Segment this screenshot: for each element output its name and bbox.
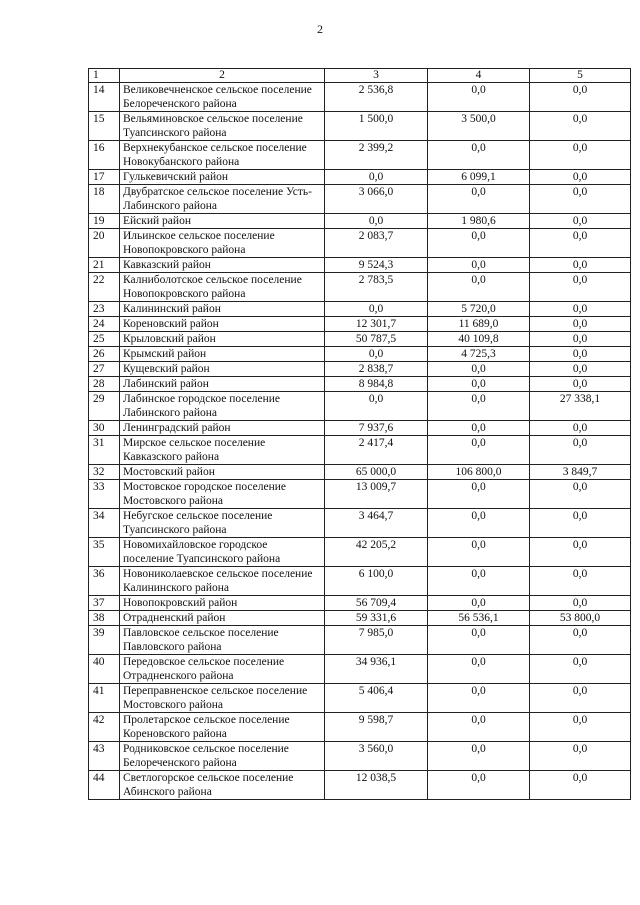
row-value-col-3: 2 536,8 [325, 83, 428, 112]
table-row [89, 141, 631, 170]
row-value-col-3: 12 301,7 [325, 317, 428, 332]
row-name: Кущевский район [120, 362, 325, 377]
row-value-col-5: 0,0 [530, 421, 631, 436]
row-value-col-4: 0,0 [428, 185, 530, 214]
row-value-col-3: 34 936,1 [325, 655, 428, 684]
row-number: 41 [89, 684, 120, 713]
table-row [89, 465, 631, 480]
row-value-col-4: 0,0 [428, 742, 530, 771]
row-value-col-5: 0,0 [530, 185, 631, 214]
row-name: Кореновский район [120, 317, 325, 332]
row-number: 44 [89, 771, 120, 800]
table-row [89, 273, 631, 302]
row-number: 17 [89, 170, 120, 185]
row-number: 22 [89, 273, 120, 302]
table-row [89, 684, 631, 713]
row-name: Двубратское сельское поселение Усть-Лабинского района [120, 185, 325, 214]
header-col-1: 1 [89, 69, 120, 83]
row-name: Новониколаевское сельское поселение Калининского района [120, 567, 325, 596]
row-value-col-5: 0,0 [530, 332, 631, 347]
row-value-col-4: 0,0 [428, 626, 530, 655]
table-row [89, 436, 631, 465]
row-value-col-5: 0,0 [530, 347, 631, 362]
table-row [89, 713, 631, 742]
row-value-col-4: 0,0 [428, 392, 530, 421]
row-value-col-3: 13 009,7 [325, 480, 428, 509]
table-row [89, 567, 631, 596]
row-number: 36 [89, 567, 120, 596]
row-value-col-5: 0,0 [530, 567, 631, 596]
row-name: Гулькевичский район [120, 170, 325, 185]
row-name: Небугское сельское поселение Туапсинского района [120, 509, 325, 538]
row-value-col-4: 0,0 [428, 771, 530, 800]
row-value-col-5: 0,0 [530, 170, 631, 185]
table-row [89, 377, 631, 392]
row-value-col-5: 0,0 [530, 377, 631, 392]
row-name: Верхнекубанское сельское поселение Новокубанского района [120, 141, 325, 170]
row-value-col-3: 1 500,0 [325, 112, 428, 141]
row-number: 29 [89, 392, 120, 421]
table-row [89, 538, 631, 567]
table-row [89, 317, 631, 332]
row-value-col-5: 0,0 [530, 480, 631, 509]
table-row [89, 771, 631, 800]
row-value-col-5: 53 800,0 [530, 611, 631, 626]
row-value-col-5: 0,0 [530, 655, 631, 684]
table-row [89, 185, 631, 214]
row-number: 19 [89, 214, 120, 229]
table-row [89, 421, 631, 436]
row-value-col-5: 0,0 [530, 302, 631, 317]
row-value-col-5: 0,0 [530, 538, 631, 567]
row-number: 33 [89, 480, 120, 509]
row-value-col-3: 2 399,2 [325, 141, 428, 170]
row-value-col-4: 0,0 [428, 684, 530, 713]
row-value-col-4: 0,0 [428, 596, 530, 611]
row-value-col-3: 3 464,7 [325, 509, 428, 538]
row-number: 24 [89, 317, 120, 332]
row-value-col-5: 0,0 [530, 273, 631, 302]
table-body [89, 69, 631, 800]
table-row [89, 626, 631, 655]
row-value-col-4: 3 500,0 [428, 112, 530, 141]
row-name: Отрадненский район [120, 611, 325, 626]
header-col-4: 4 [428, 69, 530, 83]
table-row [89, 596, 631, 611]
row-name: Мирское сельское поселение Кавказского района [120, 436, 325, 465]
row-value-col-3: 3 560,0 [325, 742, 428, 771]
row-value-col-3: 12 038,5 [325, 771, 428, 800]
row-value-col-5: 0,0 [530, 214, 631, 229]
row-number: 39 [89, 626, 120, 655]
row-number: 32 [89, 465, 120, 480]
table-row [89, 258, 631, 273]
row-number: 14 [89, 83, 120, 112]
row-name: Вельяминовское сельское поселение Туапсинского района [120, 112, 325, 141]
row-name: Ейский район [120, 214, 325, 229]
row-value-col-3: 2 417,4 [325, 436, 428, 465]
row-value-col-5: 0,0 [530, 684, 631, 713]
row-value-col-4: 56 536,1 [428, 611, 530, 626]
row-name: Мостовское городское поселение Мостовского района [120, 480, 325, 509]
row-value-col-3: 3 066,0 [325, 185, 428, 214]
row-value-col-3: 9 598,7 [325, 713, 428, 742]
row-number: 16 [89, 141, 120, 170]
header-col-2: 2 [120, 69, 325, 83]
table-row [89, 112, 631, 141]
table-row [89, 392, 631, 421]
row-value-col-5: 0,0 [530, 436, 631, 465]
row-value-col-3: 7 937,6 [325, 421, 428, 436]
row-value-col-3: 56 709,4 [325, 596, 428, 611]
row-value-col-5: 0,0 [530, 141, 631, 170]
allocation-table [88, 68, 631, 800]
row-value-col-5: 0,0 [530, 229, 631, 258]
row-value-col-5: 0,0 [530, 626, 631, 655]
row-value-col-4: 5 720,0 [428, 302, 530, 317]
table-row [89, 229, 631, 258]
row-value-col-4: 4 725,3 [428, 347, 530, 362]
row-number: 34 [89, 509, 120, 538]
row-value-col-3: 7 985,0 [325, 626, 428, 655]
header-col-3: 3 [325, 69, 428, 83]
row-value-col-4: 6 099,1 [428, 170, 530, 185]
row-value-col-4: 0,0 [428, 436, 530, 465]
row-value-col-3: 6 100,0 [325, 567, 428, 596]
row-value-col-4: 0,0 [428, 141, 530, 170]
table-row [89, 347, 631, 362]
row-number: 40 [89, 655, 120, 684]
row-value-col-5: 3 849,7 [530, 465, 631, 480]
row-name: Ленинградский район [120, 421, 325, 436]
row-number: 31 [89, 436, 120, 465]
row-value-col-5: 0,0 [530, 742, 631, 771]
row-value-col-4: 106 800,0 [428, 465, 530, 480]
row-value-col-3: 42 205,2 [325, 538, 428, 567]
row-number: 20 [89, 229, 120, 258]
row-number: 27 [89, 362, 120, 377]
row-value-col-3: 59 331,6 [325, 611, 428, 626]
row-number: 23 [89, 302, 120, 317]
table-row [89, 332, 631, 347]
row-name: Родниковское сельское поселение Белореченского района [120, 742, 325, 771]
table-row [89, 655, 631, 684]
row-value-col-5: 27 338,1 [530, 392, 631, 421]
row-number: 42 [89, 713, 120, 742]
row-value-col-3: 5 406,4 [325, 684, 428, 713]
row-number: 21 [89, 258, 120, 273]
row-name: Калининский район [120, 302, 325, 317]
row-value-col-3: 0,0 [325, 347, 428, 362]
row-number: 37 [89, 596, 120, 611]
row-name: Новомихайловское городское поселение Туапсинского района [120, 538, 325, 567]
row-name: Павловское сельское поселение Павловского района [120, 626, 325, 655]
row-value-col-4: 0,0 [428, 421, 530, 436]
row-value-col-4: 0,0 [428, 377, 530, 392]
row-number: 15 [89, 112, 120, 141]
row-name: Мостовский район [120, 465, 325, 480]
row-name: Лабинское городское поселение Лабинского района [120, 392, 325, 421]
table-row [89, 742, 631, 771]
row-number: 25 [89, 332, 120, 347]
row-value-col-3: 9 524,3 [325, 258, 428, 273]
row-name: Великовечненское сельское поселение Белореченского района [120, 83, 325, 112]
row-name: Передовское сельское поселение Отрадненского района [120, 655, 325, 684]
header-col-5: 5 [530, 69, 631, 83]
row-name: Пролетарское сельское поселение Кореновского района [120, 713, 325, 742]
row-number: 26 [89, 347, 120, 362]
row-value-col-5: 0,0 [530, 258, 631, 273]
table-row [89, 480, 631, 509]
row-value-col-5: 0,0 [530, 713, 631, 742]
row-value-col-3: 0,0 [325, 170, 428, 185]
row-value-col-3: 8 984,8 [325, 377, 428, 392]
row-value-col-4: 40 109,8 [428, 332, 530, 347]
row-name: Новопокровский район [120, 596, 325, 611]
row-value-col-4: 0,0 [428, 713, 530, 742]
row-value-col-4: 0,0 [428, 509, 530, 538]
table-row [89, 83, 631, 112]
row-name: Светлогорское сельское поселение Абинского района [120, 771, 325, 800]
table-row [89, 302, 631, 317]
row-name: Ильинское сельское поселение Новопокровского района [120, 229, 325, 258]
row-value-col-4: 11 689,0 [428, 317, 530, 332]
row-name: Кавказский район [120, 258, 325, 273]
table-row [89, 170, 631, 185]
row-value-col-3: 50 787,5 [325, 332, 428, 347]
row-number: 28 [89, 377, 120, 392]
row-value-col-3: 2 838,7 [325, 362, 428, 377]
row-value-col-3: 2 083,7 [325, 229, 428, 258]
row-name: Крымский район [120, 347, 325, 362]
row-value-col-5: 0,0 [530, 362, 631, 377]
row-value-col-4: 0,0 [428, 258, 530, 273]
table-row [89, 214, 631, 229]
row-number: 38 [89, 611, 120, 626]
row-number: 18 [89, 185, 120, 214]
page-number: 2 [317, 22, 323, 36]
row-value-col-4: 0,0 [428, 655, 530, 684]
table-row [89, 362, 631, 377]
table-row [89, 509, 631, 538]
row-value-col-5: 0,0 [530, 509, 631, 538]
row-value-col-5: 0,0 [530, 771, 631, 800]
row-value-col-5: 0,0 [530, 112, 631, 141]
table-header-row [89, 69, 631, 83]
row-value-col-3: 0,0 [325, 214, 428, 229]
row-value-col-3: 0,0 [325, 392, 428, 421]
row-value-col-5: 0,0 [530, 83, 631, 112]
row-value-col-5: 0,0 [530, 317, 631, 332]
row-value-col-3: 0,0 [325, 302, 428, 317]
row-value-col-4: 0,0 [428, 538, 530, 567]
row-number: 43 [89, 742, 120, 771]
row-value-col-4: 0,0 [428, 362, 530, 377]
row-name: Крыловский район [120, 332, 325, 347]
row-number: 30 [89, 421, 120, 436]
row-name: Переправненское сельское поселение Мостовского района [120, 684, 325, 713]
row-value-col-4: 0,0 [428, 273, 530, 302]
row-value-col-4: 0,0 [428, 83, 530, 112]
row-value-col-4: 0,0 [428, 567, 530, 596]
row-name: Калниболотское сельское поселение Новопокровского района [120, 273, 325, 302]
row-value-col-3: 2 783,5 [325, 273, 428, 302]
row-value-col-4: 1 980,6 [428, 214, 530, 229]
row-value-col-4: 0,0 [428, 480, 530, 509]
row-number: 35 [89, 538, 120, 567]
row-value-col-5: 0,0 [530, 596, 631, 611]
row-name: Лабинский район [120, 377, 325, 392]
table-row [89, 611, 631, 626]
row-value-col-4: 0,0 [428, 229, 530, 258]
row-value-col-3: 65 000,0 [325, 465, 428, 480]
